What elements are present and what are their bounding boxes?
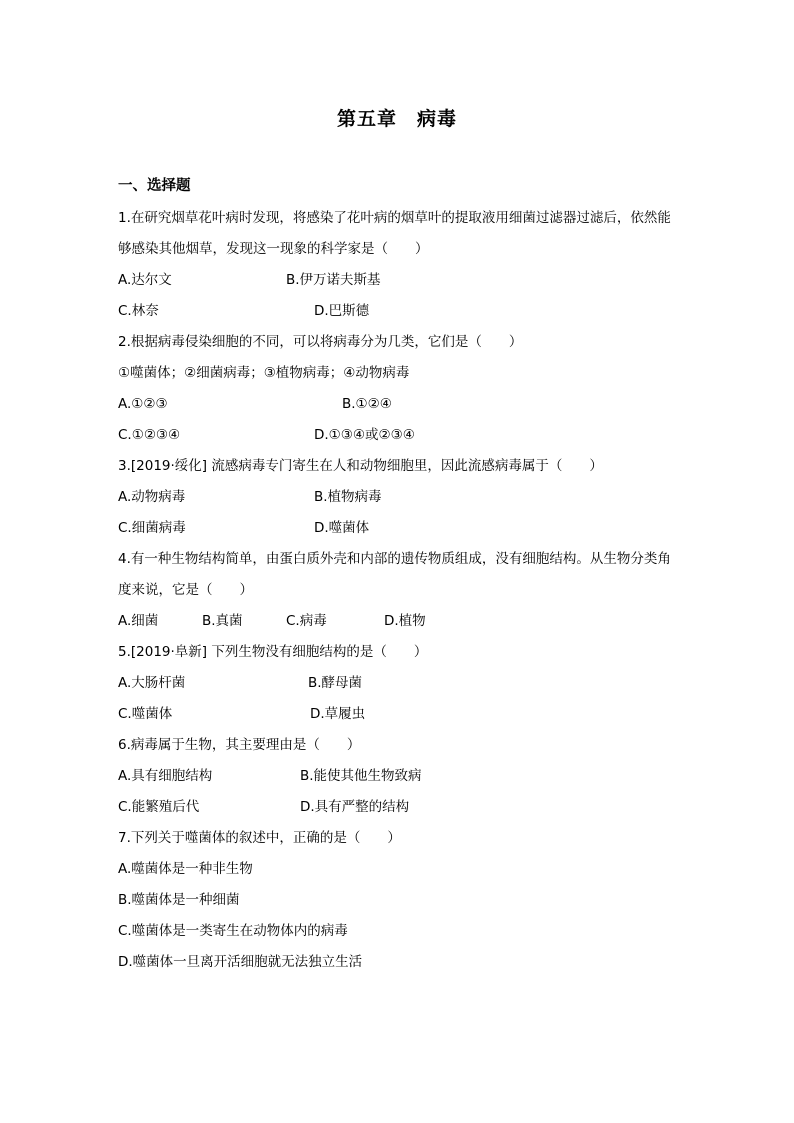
question-1-option-d: D.巴斯德 [314, 303, 370, 319]
question-4-option-c: C.病毒 [286, 613, 327, 629]
question-6-option-b: B.能使其他生物致病 [300, 768, 422, 784]
question-7-option-a: A.噬菌体是一种非生物 [118, 861, 253, 877]
question-1-option-c: C.林奈 [118, 303, 159, 319]
question-1-options-row-1 [118, 265, 680, 296]
question-6-options-row-1 [118, 761, 680, 792]
question-2-stem: 2.根据病毒侵染细胞的不同，可以将病毒分为几类，它们是（ ） [118, 334, 523, 350]
question-4-option-b: B.真菌 [202, 613, 243, 629]
question-5-option-c: C.噬菌体 [118, 706, 173, 722]
question-4-options [118, 606, 680, 637]
question-2-options-row-2 [118, 420, 680, 451]
question-6-option-d: D.具有严整的结构 [300, 799, 410, 815]
question-6-option-c: C.能繁殖后代 [118, 799, 200, 815]
question-7-option-c: C.噬菌体是一类寄生在动物体内的病毒 [118, 923, 348, 939]
question-4-option-a: A.细菌 [118, 613, 159, 629]
question-5-option-a: A.大肠杆菌 [118, 675, 186, 691]
question-2-option-b: B.①②④ [342, 396, 392, 412]
question-1-option-b: B.伊万诺夫斯基 [286, 272, 381, 288]
question-2-option-a: A.①②③ [118, 396, 168, 412]
question-7-option-b: B.噬菌体是一种细菌 [118, 892, 240, 908]
question-2-options-row-1 [118, 389, 680, 420]
question-3-option-c: C.细菌病毒 [118, 520, 186, 536]
question-5-option-b: B.酵母菌 [308, 675, 363, 691]
question-3-option-a: A.动物病毒 [118, 489, 186, 505]
chapter-title: 第五章 病毒 [336, 108, 457, 130]
question-5-stem: 5.[2019·阜新] 下列生物没有细胞结构的是（ ） [118, 644, 428, 660]
question-4-option-d: D.植物 [384, 613, 426, 629]
section-heading: 一、选择题 [118, 178, 191, 194]
question-3-stem: 3.[2019·绥化] 流感病毒专门寄生在人和动物细胞里，因此流感病毒属于（ ） [118, 458, 603, 474]
question-6-option-a: A.具有细胞结构 [118, 768, 213, 784]
question-7-stem: 7.下列关于噬菌体的叙述中，正确的是（ ） [118, 830, 401, 846]
question-2-statements: ①噬菌体；②细菌病毒；③植物病毒；④动物病毒 [118, 365, 410, 381]
question-5-option-d: D.草履虫 [310, 706, 366, 722]
question-list [118, 203, 680, 978]
question-2-option-d: D.①③④或②③④ [314, 427, 415, 443]
question-6-stem: 6.病毒属于生物，其主要理由是（ ） [118, 737, 361, 753]
question-1-options-row-2 [118, 296, 680, 327]
question-1-stem: 1.在研究烟草花叶病时发现，将感染了花叶病的烟草叶的提取液用细菌过滤器过滤后，依然能够感染其他烟草，发现这一现象的科学家是（ ） [118, 210, 671, 257]
question-5-options-row-1 [118, 668, 680, 699]
question-1-option-a: A.达尔文 [118, 272, 172, 288]
question-3-options-row-2 [118, 513, 680, 544]
question-4-stem: 4.有一种生物结构简单，由蛋白质外壳和内部的遗传物质组成，没有细胞结构。从生物分类角度来说，它是（ ） [118, 551, 671, 598]
question-3-option-b: B.植物病毒 [314, 489, 382, 505]
question-6-options-row-2 [118, 792, 680, 823]
question-3-options-row-1 [118, 482, 680, 513]
question-5-options-row-2 [118, 699, 680, 730]
question-3-option-d: D.噬菌体 [314, 520, 370, 536]
question-7-option-d: D.噬菌体一旦离开活细胞就无法独立生活 [118, 954, 363, 970]
question-2-option-c: C.①②③④ [118, 427, 181, 443]
